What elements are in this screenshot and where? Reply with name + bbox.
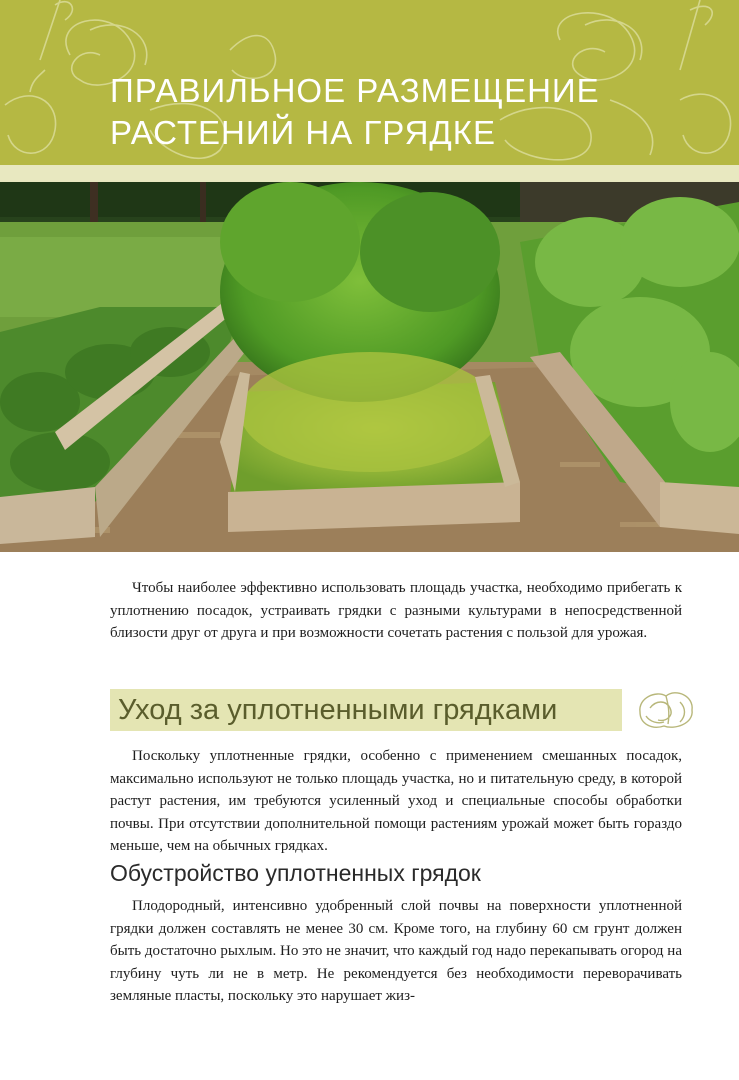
section-heading-box (110, 689, 622, 731)
garden-photo (0, 182, 739, 552)
subsection-heading: Обустройство уплотненных грядок (110, 860, 481, 886)
page-title-line-2: РАСТЕНИЙ НА ГРЯДКЕ (110, 114, 497, 151)
page-title (110, 70, 600, 154)
cabbage-icon (634, 686, 698, 732)
intro-paragraph: Чтобы наиболее эффективно использовать площадь участка, необходимо прибегать к уплотнению посадок, устраивать грядки с разными культурами в непосредственной близости друг от друга и при возможности сочетать растения с пользой для урожая. (110, 580, 682, 641)
section-heading: Уход за уплотненными грядками (118, 694, 558, 726)
page-title-line-1: ПРАВИЛЬНОЕ РАЗМЕЩЕНИЕ (110, 72, 600, 109)
section-paragraph: Поскольку уплотненные грядки, особенно с применением смешанных посадок, максимально используют не только площадь участка, но и питательную среду, в которой растут растения, им требуются усиленный уход и специальные способы обработки почвы. При отсутствии дополнительной помощи растениям урожай может быть гораздо меньше, чем на обычных грядках. (110, 748, 682, 854)
subsection-paragraph: Плодородный, интенсивно удобренный слой почвы на поверхности уплотненной грядки должен составлять не менее 30 см. Кроме того, на глубину 60 см грунт должен быть достаточно рыхлым. Но это не значит, что каждый год надо перекапывать огород на глубину чуть ли не в метр. Не рекомендуется без необходимости переворачивать земляные пласты, поскольку это нарушает жиз- (110, 898, 682, 1004)
header-stripe (0, 165, 739, 182)
header-banner (0, 0, 739, 165)
